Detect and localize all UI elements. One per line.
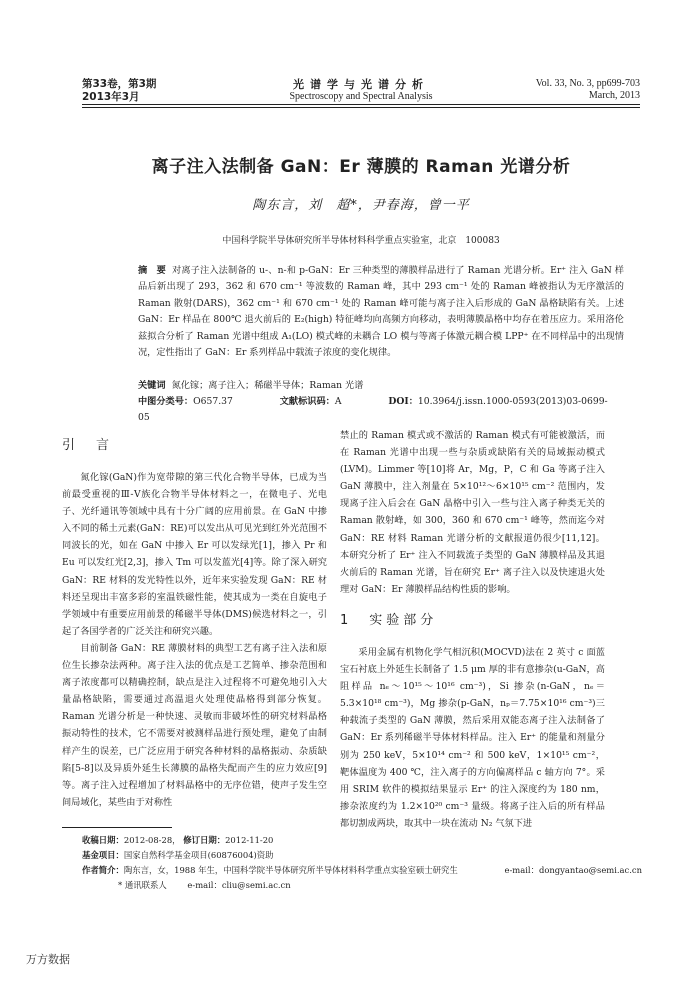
author-bio-label: 作者简介： bbox=[82, 865, 124, 875]
revised-label: 修订日期： bbox=[183, 835, 226, 845]
footnotes bbox=[82, 833, 642, 893]
vol-pages: Vol. 33, No. 3, pp699-703 bbox=[535, 78, 640, 89]
volume-issue: 第33卷，第3期 bbox=[82, 78, 157, 90]
received-date: 2012-08-28， bbox=[123, 835, 181, 845]
author-list: 陶东言，刘 超*，尹春海，曾一平 bbox=[252, 198, 470, 213]
fund-text: 国家自然科学基金项目(60876004)资助 bbox=[123, 850, 274, 860]
classification-row bbox=[138, 394, 624, 426]
keywords-block bbox=[138, 378, 624, 426]
keywords-label: 关键词 bbox=[138, 380, 166, 391]
doc-label: 文献标识码： bbox=[279, 396, 335, 407]
doc-value: A bbox=[334, 396, 342, 407]
keywords-text: 氮化镓；离子注入；稀磁半导体；Raman 光谱 bbox=[171, 380, 364, 391]
header-pages bbox=[536, 78, 640, 102]
doi-label: DOI： bbox=[388, 396, 418, 407]
received-label: 收稿日期： bbox=[82, 835, 124, 845]
year-month: 2013年3月 bbox=[82, 91, 140, 103]
revised-date: 2012-11-20 bbox=[225, 835, 274, 845]
column-right bbox=[340, 427, 605, 832]
journal-title-cn: 光谱学与光谱分析 bbox=[293, 78, 429, 91]
doi-value: 10.3964/j.issn.1000-0593(2013)03-0699-05 bbox=[138, 396, 608, 423]
abstract-text: 对离子注入法制备的 u-、n-和 p-GaN：Er 三种类型的薄膜样品进行了 Raman 光谱分析。Er⁺ 注入 GaN 样品后新出现了 293，362 和 670 cm⁻¹ 等波数的 Raman 峰，其中 293 cm⁻¹ 处的 Raman 峰被指认为无序激活的 Raman 散射(DARS)，362 cm⁻¹ 和 670 cm⁻¹ 处的 Raman 峰可能与离子注入后形成的 GaN 晶格缺陷有关。上述 GaN：Er 样品在 800℃ 退火前后的 E₂(high) 特征峰均向高频方向移动，表明薄膜晶格中均存在着压应力。采用洛伦兹拟合分析了 Raman 光谱中组成 A₁(LO) 模式峰的未耦合 LO 模与等离子体激元耦合模 LPP⁺ 在不同样品中的出现情况，定性指出了 GaN：Er 系列样品中载流子浓度的变化规律。 bbox=[138, 265, 624, 359]
author-email: e-mail：dongyantao@semi.ac.cn bbox=[504, 865, 642, 875]
experiment-paragraph-1: 采用金属有机物化学气相沉积(MOCVD)法在 2 英寸 c 面蓝宝石衬底上外延生长制备了 1.5 μm 厚的非有意掺杂(u-GaN，高阻样品 nₑ～10¹⁵～10¹⁶ cm⁻³)，Si 掺杂(n-GaN，nₑ＝5.3×10¹⁸ cm⁻³)，Mg 掺杂(p-GaN，nₚ＝7.75×10¹⁶ cm⁻³)三种载流子类型的 GaN 薄膜，然后采用双能态离子注入法制备了 GaN：Er 系列稀磁半导体材料样品。注入 Er⁺ 的能量和剂量分别为 250 keV，5×10¹⁴ cm⁻² 和 500 keV，1×10¹⁵ cm⁻²，靶体温度为 400 ℃，注入离子的方向偏离样品 c 轴方向 7°。采用 SRIM 软件的模拟结果显示 Er⁺ 的注入深度约为 180 nm，掺杂浓度约为 1.2×10²⁰ cm⁻³ 量级。将离子注入后的所有样品都切割成两块，取其中一块在流动 N₂ 气氛下进 bbox=[340, 646, 605, 829]
keywords-row bbox=[138, 378, 624, 394]
doc-code bbox=[280, 396, 364, 407]
clc-value: O657.37 bbox=[193, 396, 233, 407]
abstract-label: 摘 要 bbox=[138, 265, 166, 276]
fund-label: 基金项目： bbox=[82, 850, 124, 860]
intro-paragraph-2: 目前制备 GaN：RE 薄膜材料的典型工艺有离子注入法和原位生长掺杂法两种。离子注入法的优点是工艺简单、掺杂范围和离子浓度都可以精确控制，缺点是注入过程将不可避免地引入大量晶格缺陷，需要通过高温退火处理使晶格得到部分恢复。Raman 光谱分析是一种快速、灵敏而非破坏性的研究材料晶格振动特性的技术，它不需要对被测样品进行预处理，避免了由制样产生的误差，已广泛应用于研究各种材料的晶格振动、杂质缺陷[5-8]以及异质外延生长薄膜的晶格失配而产生的应力效应[9]等。离子注入过程增加了材料晶格中的无序位错，使声子发生空间局域化，某些由于对称性 bbox=[62, 642, 327, 808]
column-left bbox=[62, 427, 327, 811]
author-bio: 陶东言，女，1988 年生，中国科学院半导体研究所半导体材料科学重点实验室硕士研究生 bbox=[123, 865, 458, 875]
corresponding-email: e-mail：cliu@semi.ac.cn bbox=[187, 880, 291, 890]
header-rule-thin bbox=[82, 107, 640, 108]
affiliation: 中国科学院半导体研究所半导体材料科学重点实验室，北京 100083 bbox=[222, 236, 500, 246]
footnote-rule bbox=[62, 827, 172, 828]
section-heading-experiment: 1 实验部分 bbox=[340, 612, 438, 628]
journal-title-en: Spectroscopy and Spectral Analysis bbox=[289, 91, 433, 102]
footnote-author bbox=[82, 863, 642, 878]
clc-label: 中图分类号： bbox=[138, 396, 194, 407]
footnote-dates bbox=[82, 833, 642, 848]
footnote-corresponding bbox=[82, 878, 642, 893]
intro-paragraph-1: 氮化镓(GaN)作为宽带隙的第三代化合物半导体，已成为当前最受重视的Ⅲ-Ⅴ族化合物半导体材料之一，在微电子、光电子、光纤通讯等领域中具有十分广阔的应用前景。在 GaN 中掺入不同的稀土元素(GaN：RE)可以发出从可见光到红外光范围不同波长的光，如在 GaN 中掺入 Er 可以发绿光[1]，掺入 Pr 和 Eu 可以发红光[2,3]，掺入 Tm 可以发蓝光[4]等。除了深入研究 GaN：RE 材料的发光特性以外，近年来实验发现 GaN：RE 材料还呈现出丰富多彩的室温铁磁性能，使其成为一类在自旋电子学领域中有重要应用前景的稀磁半导体(DMS)候选材料之一，引起了各国学者的广泛关注和研究兴趣。 bbox=[62, 472, 327, 637]
section-heading-intro: 引 言 bbox=[62, 438, 114, 453]
footnote-fund bbox=[82, 848, 642, 863]
corresponding-label: * 通讯联系人 bbox=[118, 880, 167, 890]
header-rule-thick bbox=[82, 104, 640, 105]
watermark: 万方数据 bbox=[26, 953, 70, 966]
abstract-block bbox=[138, 263, 624, 361]
month-year: March, 2013 bbox=[588, 90, 640, 101]
clc-code bbox=[138, 396, 255, 407]
paper-title: 离子注入法制备 GaN：Er 薄膜的 Raman 光谱分析 bbox=[151, 157, 571, 177]
intro-paragraph-3: 禁止的 Raman 模式或不激活的 Raman 模式有可能被激活，而在 Raman 光谱中出现一些与杂质或缺陷有关的局域振动模式(LVM)。Limmer 等[10]将 Ar，Mg，P，C 和 Ga 等离子注入 GaN 薄膜中，注入剂量在 5×10¹²～6×10¹⁵ cm⁻² 范围内，发现离子注入后会在 GaN 晶格中引入一些与注入离子种类无关的 Raman 散射峰，如 300，360 和 670 cm⁻¹ 峰等，然而迄今对 GaN：RE 材料 Raman 光谱分析的文献报道仍很少[11,12]。本研究分析了 Er⁺ 注入不同载流子类型的 GaN 薄膜样品及其退火前后的 Raman 光谱，旨在研究 Er⁺ 离子注入以及快速退火处理对 GaN：Er 薄膜样品结构性质的影响。 bbox=[340, 430, 605, 595]
